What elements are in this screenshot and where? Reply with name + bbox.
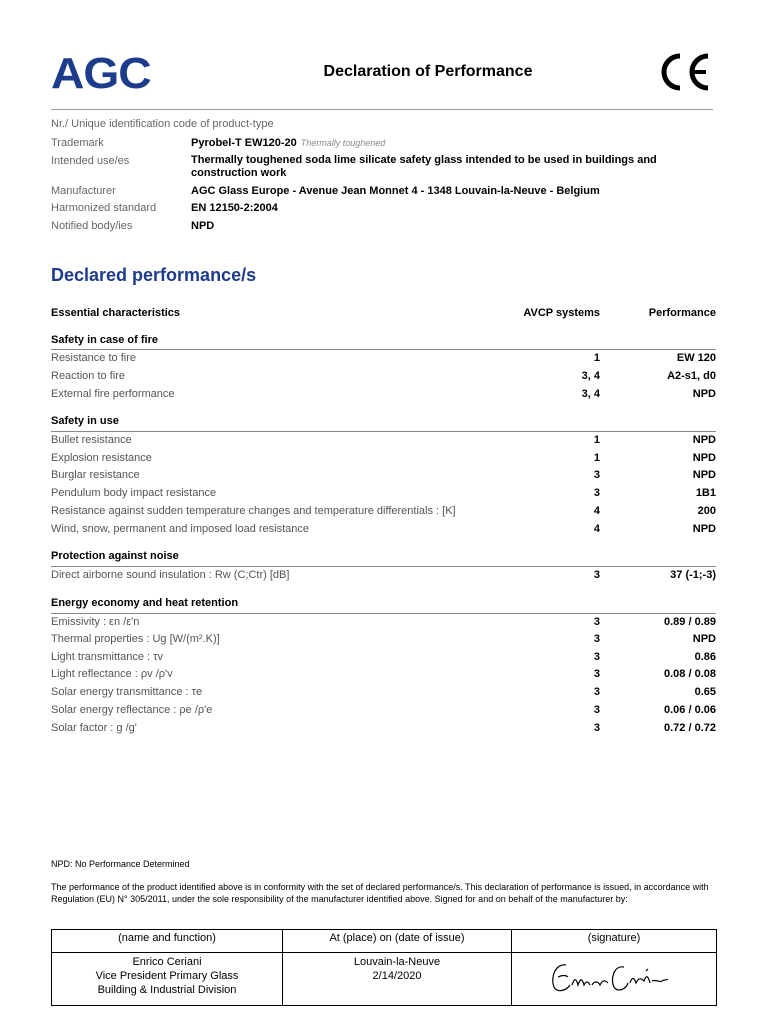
row-performance: NPD xyxy=(692,633,716,645)
row-label: Solar energy reflectance : ρe /ρ'e xyxy=(51,704,213,716)
row-label: Resistance to fire xyxy=(51,352,136,364)
signatory-function-line1: Vice President Primary Glass xyxy=(95,970,239,982)
row-avcp: 3 xyxy=(593,704,600,716)
row-avcp: 3 xyxy=(593,616,600,628)
row-performance: NPD xyxy=(692,434,716,446)
signatory-function-line2: Building & Industrial Division xyxy=(97,984,237,996)
row-avcp: 1 xyxy=(593,434,600,446)
row-avcp: 1 xyxy=(593,452,600,464)
row-label: Solar energy transmittance : τe xyxy=(51,686,203,698)
group-use-heading: Safety in use xyxy=(51,415,119,427)
handwritten-signature-icon xyxy=(544,955,684,999)
sig-head-place: At (place) on (date of issue) xyxy=(283,930,512,953)
row-avcp: 4 xyxy=(593,505,600,517)
row-label: Light transmittance : τv xyxy=(51,651,163,663)
signatory-cell xyxy=(52,953,283,1006)
row-performance: 0.06 / 0.06 xyxy=(664,704,716,716)
row-performance: A2-s1, d0 xyxy=(667,370,716,382)
row-performance: NPD xyxy=(692,469,716,481)
row-label: Direct airborne sound insulation : Rw (C;Ctr) [dB] xyxy=(51,569,290,581)
notified-body-label: Notified body/ies xyxy=(51,220,133,232)
group-use-divider xyxy=(51,431,716,432)
group-energy-divider xyxy=(51,613,716,614)
signature-cell xyxy=(512,953,717,1006)
row-performance: 0.08 / 0.08 xyxy=(664,668,716,680)
group-noise-divider xyxy=(51,566,716,567)
row-avcp: 3 xyxy=(593,651,600,663)
intended-use-label: Intended use/es xyxy=(51,155,130,167)
trademark-name: Pyrobel-T EW120-20 xyxy=(191,137,297,149)
conformity-statement: The performance of the product identified above is in conformity with the set of declared performance/s. This declaration of performance is issued, in accordance with Regulation (EU) N° 305/2011, under the sole responsibility of the manufacturer identified above. Signed for and on behalf of the manufacturer by: xyxy=(51,882,709,904)
declared-performance-heading: Declared performance/s xyxy=(51,265,257,285)
row-label: Wind, snow, permanent and imposed load resistance xyxy=(51,523,310,535)
standard-label: Harmonized standard xyxy=(51,202,157,214)
trademark-label: Trademark xyxy=(51,137,104,149)
row-performance: 0.65 xyxy=(694,686,716,698)
npd-note: NPD: No Performance Determined xyxy=(51,859,190,869)
intended-use-value: Thermally toughened soda lime silicate safety glass intended to be used in buildings and construction work xyxy=(191,154,657,179)
row-performance: EW 120 xyxy=(676,352,716,364)
row-avcp: 3 xyxy=(593,722,600,734)
row-label: Reaction to fire xyxy=(51,370,125,382)
group-energy-heading: Energy economy and heat retention xyxy=(51,597,239,609)
row-label: Light reflectance : ρv /ρ'v xyxy=(51,668,173,680)
row-performance: 200 xyxy=(697,505,716,517)
row-performance: 37 (-1;-3) xyxy=(670,569,716,581)
row-avcp: 4 xyxy=(593,523,600,535)
row-avcp: 3 xyxy=(593,633,600,645)
trademark-tag: Thermally toughened xyxy=(300,138,386,148)
row-label: Burglar resistance xyxy=(51,469,140,481)
signature-table xyxy=(51,929,717,1006)
signatory-name: Enrico Ceriani xyxy=(132,956,202,968)
row-avcp: 1 xyxy=(593,352,600,364)
group-fire-divider xyxy=(51,349,716,350)
sig-head-name: (name and function) xyxy=(52,930,283,953)
row-label: Resistance against sudden temperature changes and temperature differentials : [K] xyxy=(51,505,456,517)
row-avcp: 3 xyxy=(593,668,600,680)
trademark-value xyxy=(191,137,385,149)
row-label: Explosion resistance xyxy=(51,452,152,464)
ce-mark-icon xyxy=(658,51,714,93)
row-performance: NPD xyxy=(692,388,716,400)
row-label: Bullet resistance xyxy=(51,434,132,446)
row-label: Thermal properties : Ug [W/(m².K)] xyxy=(51,633,220,645)
id-code-label: Nr./ Unique identification code of product-type xyxy=(51,118,274,130)
issue-date: 2/14/2020 xyxy=(372,970,422,982)
row-performance: 0.72 / 0.72 xyxy=(664,722,716,734)
header-divider xyxy=(51,109,713,110)
col-avcp-header: AVCP systems xyxy=(523,307,600,319)
row-performance: 0.86 xyxy=(694,651,716,663)
row-performance: NPD xyxy=(692,523,716,535)
row-performance: 0.89 / 0.89 xyxy=(664,616,716,628)
row-avcp: 3 xyxy=(593,569,600,581)
group-fire-heading: Safety in case of fire xyxy=(51,334,158,346)
row-avcp: 3 xyxy=(593,469,600,481)
row-avcp: 3 xyxy=(593,686,600,698)
col-performance-header: Performance xyxy=(648,307,716,319)
row-avcp: 3 xyxy=(593,487,600,499)
manufacturer-label: Manufacturer xyxy=(51,185,116,197)
manufacturer-value: AGC Glass Europe - Avenue Jean Monnet 4 - 1348 Louvain-la-Neuve - Belgium xyxy=(191,185,600,197)
issue-place: Louvain-la-Neuve xyxy=(353,956,441,968)
place-date-cell xyxy=(283,953,512,1006)
col-essential-header: Essential characteristics xyxy=(51,307,181,319)
group-noise-heading: Protection against noise xyxy=(51,550,179,562)
row-label: External fire performance xyxy=(51,388,175,400)
notified-body-value: NPD xyxy=(191,220,215,232)
row-avcp: 3, 4 xyxy=(581,370,600,382)
sig-head-signature: (signature) xyxy=(512,930,717,953)
row-performance: NPD xyxy=(692,452,716,464)
row-label: Solar factor : g /g' xyxy=(51,722,137,734)
document-title: Declaration of Performance xyxy=(323,63,533,80)
row-label: Emissivity : εn /ε'n xyxy=(51,616,140,628)
standard-value: EN 12150-2:2004 xyxy=(191,202,278,214)
row-avcp: 3, 4 xyxy=(581,388,600,400)
row-performance: 1B1 xyxy=(695,487,716,499)
row-label: Pendulum body impact resistance xyxy=(51,487,217,499)
agc-logo: AGC xyxy=(51,49,151,98)
